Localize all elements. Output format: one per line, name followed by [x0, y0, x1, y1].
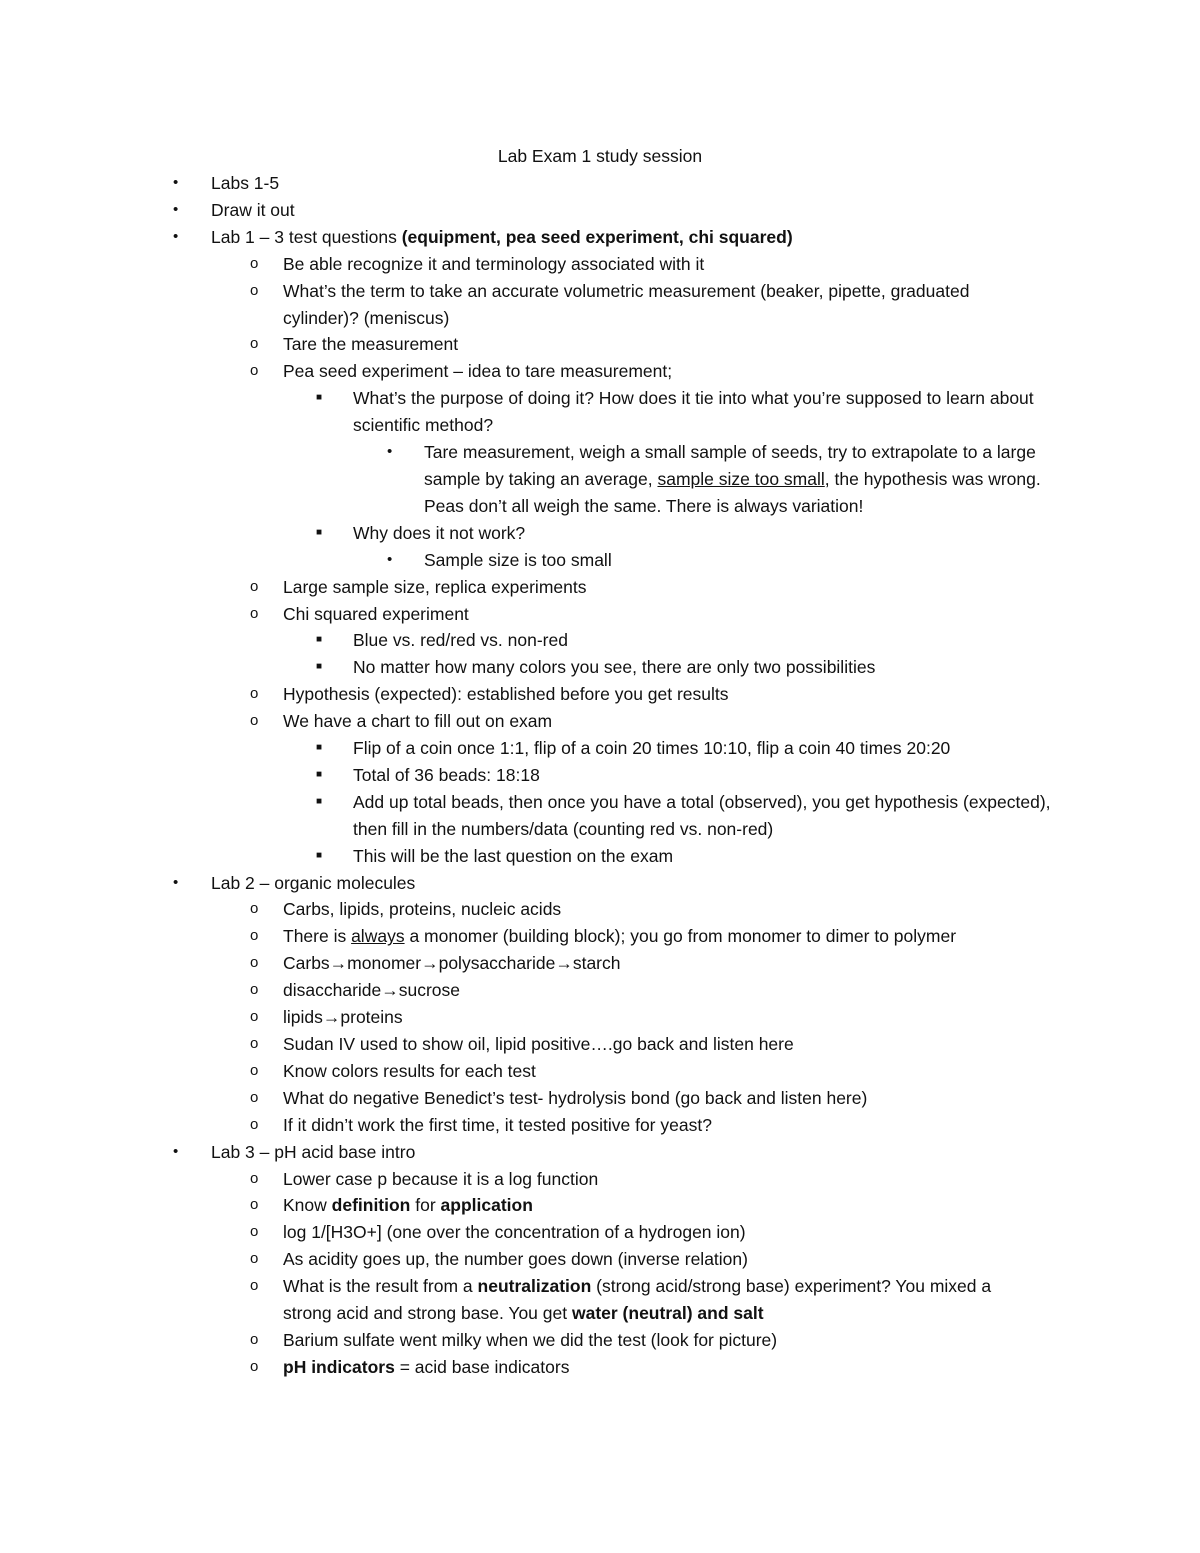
list-item: o Carbs, lipids, proteins, nucleic acids — [0, 896, 1200, 923]
bullet-circle: o — [250, 1115, 259, 1133]
list-item: • Draw it out — [0, 197, 1200, 224]
bullet-circle: o — [250, 1035, 259, 1052]
bullet-disc: • — [173, 227, 179, 245]
bullet-square: ■ — [316, 634, 323, 646]
bullet-square: ■ — [316, 795, 323, 807]
page-title: Lab Exam 1 study session — [497, 146, 703, 166]
bullet-circle: o — [250, 900, 259, 918]
notes-outline — [0, 170, 1200, 1381]
bold-text: pH indicators — [283, 1356, 395, 1377]
list-item: o There is always a monomer (building block); you go from monomer to dimer to polymer — [0, 923, 1200, 950]
bullet-disc: • — [387, 443, 393, 461]
bullet-circle: o — [250, 281, 259, 299]
bullet-circle: o — [250, 1008, 259, 1026]
bullet-square: ■ — [316, 742, 323, 754]
list-item: o Hypothesis (expected): established before you get results — [0, 681, 1200, 708]
list-item: ■ Total of 36 beads: 18:18 — [0, 762, 1200, 789]
bullet-circle: o — [250, 685, 259, 703]
bullet-circle: o — [250, 335, 259, 353]
list-item: o log 1/[H3O+] (one over the concentration of a hydrogen ion) — [0, 1219, 1200, 1246]
list-item: o Lower case p because it is a log function — [0, 1166, 1200, 1193]
list-item: o Tare the measurement — [0, 331, 1200, 358]
list-item: o Sudan IV used to show oil, lipid positive….go back and listen here — [0, 1031, 1200, 1058]
list-item: o We have a chart to fill out on exam — [0, 708, 1200, 735]
list-item: o pH indicators = acid base indicators — [0, 1354, 1200, 1381]
bullet-disc: • — [173, 200, 179, 218]
bullet-circle: o — [250, 981, 259, 999]
bullet-circle: o — [250, 1223, 259, 1241]
list-item: o As acidity goes up, the number goes down (inverse relation) — [0, 1246, 1200, 1273]
bullet-circle: o — [250, 1088, 259, 1106]
list-item: o Know definition for application — [0, 1192, 1200, 1219]
list-item: o disaccharide→sucrose — [0, 977, 1200, 1004]
bullet-disc: • — [387, 550, 393, 568]
bold-text: definition — [331, 1195, 411, 1216]
bold-text: water (neutral) and salt — [571, 1303, 764, 1324]
bullet-circle: o — [250, 954, 259, 972]
list-item: • Lab 3 – pH acid base intro — [0, 1139, 1200, 1166]
list-item: • Labs 1-5 — [0, 170, 1200, 197]
bullet-circle: o — [250, 1061, 259, 1079]
bullet-square: ■ — [316, 768, 323, 780]
list-item: ■ Blue vs. red/red vs. non-red — [0, 627, 1200, 654]
list-item: ■ Why does it not work? — [0, 520, 1200, 547]
list-item: • Tare measurement, weigh a small sample of seeds, try to extrapolate to a large sample by taking an average, sample size too small, the hypothesis was wrong. Peas don’t all weigh the same. There is always variation! — [0, 439, 1200, 520]
bold-text: application — [440, 1195, 533, 1216]
list-item: o Carbs→monomer→polysaccharide→starch — [0, 950, 1200, 977]
list-item: ■ This will be the last question on the exam — [0, 843, 1200, 870]
list-item: ■ Add up total beads, then once you have a total (observed), you get hypothesis (expected), then fill in the numbers/data (counting red vs. non-red) — [0, 789, 1200, 843]
bullet-circle: o — [250, 577, 259, 595]
underlined-text: sample size too small — [657, 468, 825, 489]
bullet-disc: • — [173, 174, 179, 191]
list-item: o Pea seed experiment – idea to tare measurement; — [0, 358, 1200, 385]
bullet-circle: o — [250, 1277, 259, 1295]
list-item: ■ What’s the purpose of doing it? How does it tie into what you’re supposed to learn about scientific method? — [0, 385, 1200, 439]
bullet-circle: o — [250, 927, 259, 945]
bullet-circle: o — [250, 254, 259, 272]
list-item: ■ Flip of a coin once 1:1, flip of a coin 20 times 10:10, flip a coin 40 times 20:20 — [0, 735, 1200, 762]
bullet-square: ■ — [316, 849, 323, 861]
list-item: o Know colors results for each test — [0, 1058, 1200, 1085]
list-item: o What’s the term to take an accurate volumetric measurement (beaker, pipette, graduated cylinder)? (meniscus) — [0, 278, 1200, 332]
list-item: o lipids→proteins — [0, 1004, 1200, 1031]
bullet-circle: o — [250, 712, 259, 730]
bullet-circle: o — [250, 362, 259, 380]
list-item: o If it didn’t work the first time, it tested positive for yeast? — [0, 1112, 1200, 1139]
bold-text: (equipment, pea seed experiment, chi squared) — [401, 226, 793, 247]
bullet-square: ■ — [316, 526, 323, 538]
list-item: ■ No matter how many colors you see, there are only two possibilities — [0, 654, 1200, 681]
bullet-circle: o — [250, 1357, 259, 1375]
bullet-disc: • — [173, 873, 179, 891]
bullet-circle: o — [250, 1250, 259, 1268]
bullet-circle: o — [250, 1169, 259, 1187]
list-item: • Lab 2 – organic molecules — [0, 870, 1200, 897]
bold-text: neutralization — [477, 1276, 592, 1297]
bullet-circle: o — [250, 1330, 259, 1348]
list-item: o What do negative Benedict’s test- hydrolysis bond (go back and listen here) — [0, 1085, 1200, 1112]
list-item: o Be able recognize it and terminology associated with it — [0, 251, 1200, 278]
list-item: • Lab 1 – 3 test questions (equipment, pea seed experiment, chi squared) — [0, 224, 1200, 251]
list-item: o Chi squared experiment — [0, 601, 1200, 628]
list-item: o What is the result from a neutralization (strong acid/strong base) experiment? You mixed a strong acid and strong base. You get water (neutral) and salt — [0, 1273, 1200, 1327]
list-item: o Large sample size, replica experiments — [0, 574, 1200, 601]
bullet-square: ■ — [316, 661, 323, 673]
underlined-text: always — [351, 926, 405, 947]
bullet-disc: • — [173, 1142, 179, 1160]
bullet-circle: o — [250, 1196, 259, 1214]
bullet-circle: o — [250, 604, 259, 622]
list-item: • Sample size is too small — [0, 547, 1200, 574]
list-item: o Barium sulfate went milky when we did the test (look for picture) — [0, 1327, 1200, 1354]
bullet-square: ■ — [316, 392, 323, 404]
